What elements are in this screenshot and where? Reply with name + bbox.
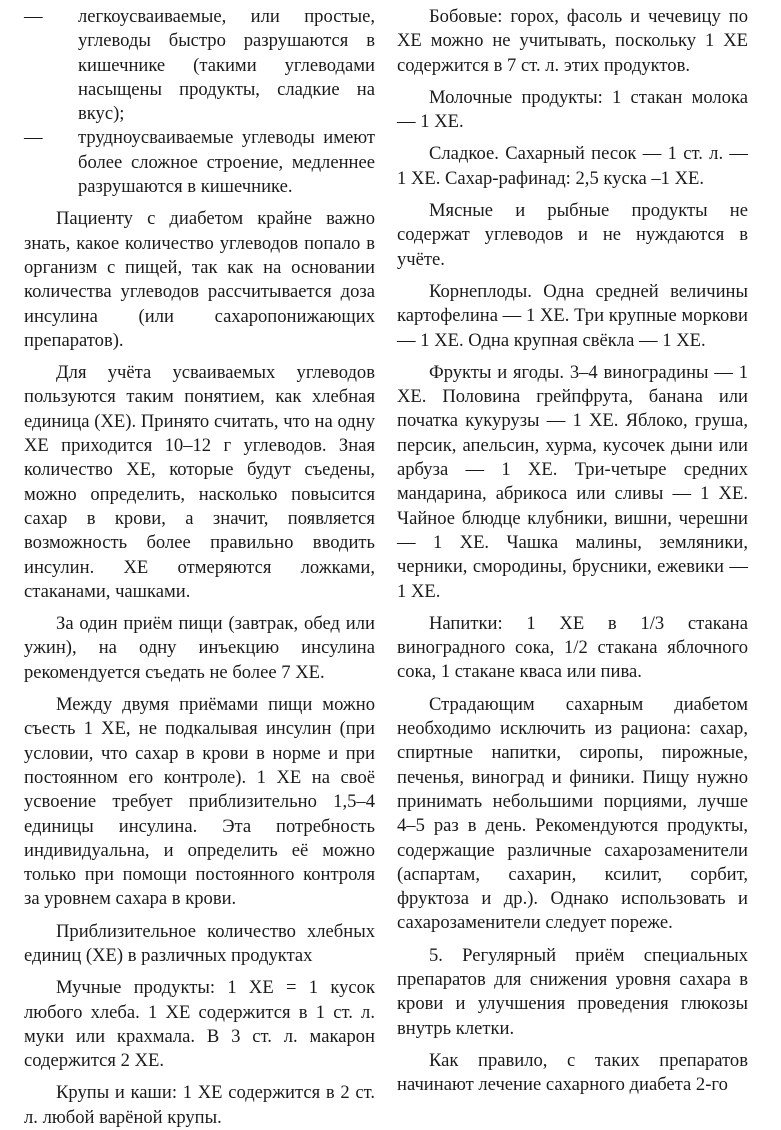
list-item-text: трудноусваиваемые углеводы имеют более сложное строение, медленнее разрушаются в кишечнике. — [78, 127, 375, 198]
paragraph: Мясные и рыбные продукты не содержат углеводов и не нуждаются в учёте. — [397, 200, 748, 270]
list-item — [24, 126, 375, 199]
paragraph: Корнеплоды. Одна средней величины картофелина — 1 ХЕ. Три крупные моркови — 1 ХЕ. Одна крупная свёкла — 1 ХЕ. — [397, 280, 748, 351]
paragraph: Крупы и каши: 1 ХЕ содержится в 2 ст. л. любой варёной крупы. — [24, 1082, 375, 1128]
list-item — [24, 5, 375, 126]
paragraph: 5. Регулярный приём специальных препаратов для снижения уровня сахара в крови и улучшения проведения глюкозы внутрь клетки. — [397, 944, 748, 1039]
paragraph: Молочные продукты: 1 стакан молока — 1 ХЕ. — [397, 86, 748, 133]
list-item-text: легкоусваиваемые, или простые, углеводы быстро разрушаются в кишечнике (такими углеводами насыщены продукты, сладкие на вкус); — [78, 6, 375, 125]
right-column — [397, 5, 748, 1097]
paragraph: Между двумя приёмами пищи можно съесть 1 ХЕ, не подкалывая инсулин (при условии, что сахар в крови в норме и при постоянном его контроле). 1 ХЕ на своё усвоение требует приблизительно 1,5–4 единицы инсулина. Эта потребность индивидуальна, и определить её можно только при помощи постоянного контроля за уровнем сахара в крови. — [24, 694, 375, 910]
paragraph: Для учёта усваиваемых углеводов пользуются таким понятием, как хлебная единица (ХЕ). Принято считать, что на одну ХЕ приходится 10–12 г углеводов. Зная количество ХЕ, которые будут съедены, можно определить, насколько повысится сахар в крови, а значит, появляется возможность более правильно вводить инсулин. ХЕ отмеряются ложками, стаканами, чашками. — [24, 362, 375, 602]
list-dash: — — [24, 6, 43, 27]
section-heading: Приблизительное количество хлебных единиц (ХЕ) в различных продуктах — [24, 920, 375, 966]
paragraph: Сладкое. Сахарный песок — 1 ст. л. — 1 ХЕ. Сахар-рафинад: 2,5 куска –1 ХЕ. — [397, 143, 748, 189]
paragraph: Пациенту с диабетом крайне важно знать, какое количество углеводов попало в организм с пищей, так как на основании количества углеводов рассчитывается доза инсулина (или сахаропонижающих препаратов). — [24, 208, 375, 351]
paragraph: Как правило, с таких препаратов начинают лечение сахарного диабета 2-го — [397, 1049, 748, 1096]
list-dash: — — [24, 127, 43, 149]
paragraph: Мучные продукты: 1 ХЕ = 1 кусок любого хлеба. 1 ХЕ содержится в 1 ст. л. муки или крахмала. В 3 ст. л. макарон содержится 2 ХЕ. — [24, 977, 375, 1072]
left-column — [24, 5, 375, 1130]
paragraph: За один приём пищи (завтрак, обед или ужин), на одну инъекцию инсулина рекомендуется съедать не более 7 ХЕ. — [24, 613, 375, 683]
paragraph: Фрукты и ягоды. 3–4 виноградины — 1 ХЕ. Половина грейпфрута, банана или початка кукурузы — 1 ХЕ. Яблоко, груша, персик, апельсин, хурма, кусочек дыни или арбуза — 1 ХЕ. Три-четыре средних мандарина, абрикоса или сливы — 1 ХЕ. Чайное блюдце клубники, вишни, черешни — 1 ХЕ. Чашка малины, земляники, черники, смородины, брусники, ежевики — 1 ХЕ. — [397, 361, 748, 602]
paragraph: Напитки: 1 ХЕ в 1/3 стакана виноградного сока, 1/2 стакана яблочного сока, 1 стакане кваса или пива. — [397, 612, 748, 683]
paragraph: Страдающим сахарным диабетом необходимо исключить из рациона: сахар, спиртные напитки, сиропы, пирожные, печенья, виноград и финики. Пищу нужно принимать небольшими порциями, лучше 4–5 раз в день. Рекомендуются продукты, содержащие различные сахарозаменители (аспартам, сахарин, ксилит, сорбит, фруктоза и др.). Однако использовать и сахарозаменители следует пореже. — [397, 693, 748, 934]
paragraph: Бобовые: горох, фасоль и чечевицу по ХЕ можно не учитывать, поскольку 1 ХЕ содержится в 7 ст. л. этих продуктов. — [397, 6, 748, 76]
